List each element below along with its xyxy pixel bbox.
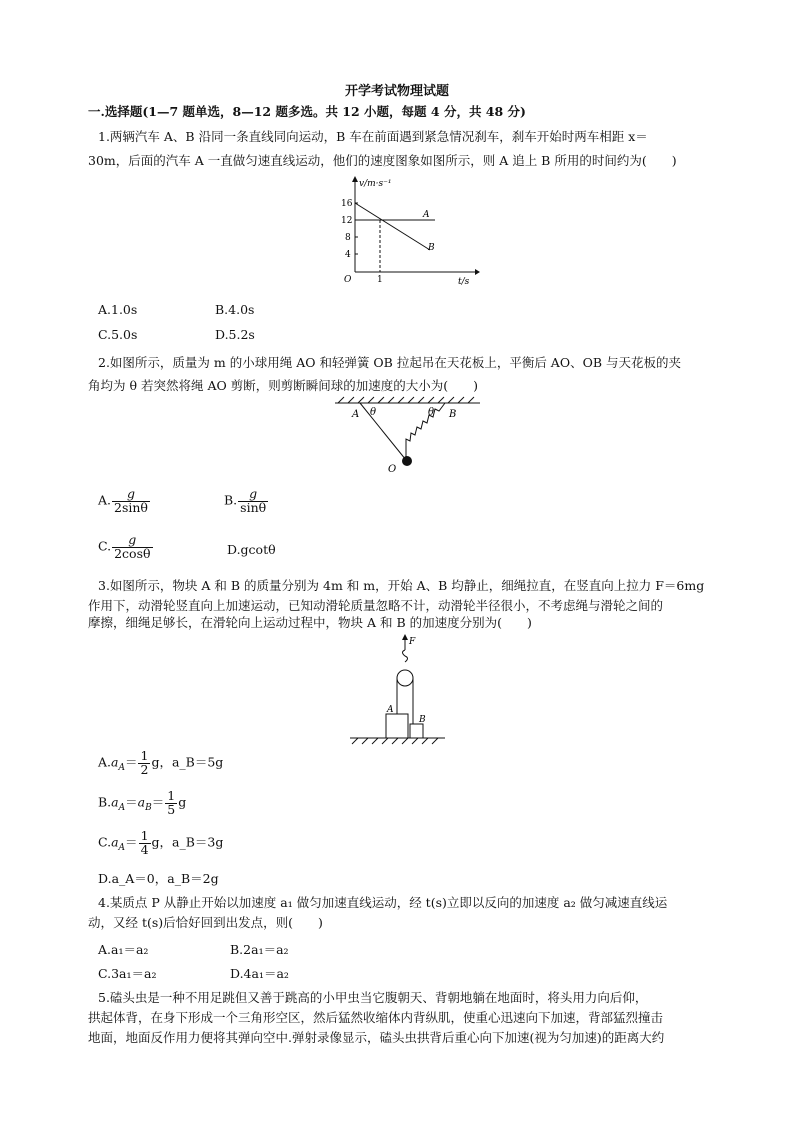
q1-option-b: B.4.0s: [215, 302, 255, 317]
q2-option-b: B. $\frac{g}{\sin\theta}$: [224, 486, 267, 515]
q3-option-b: $B.a_A=a_B=$ $\frac{1}{5}$ g: [98, 788, 187, 817]
q1-ytick: 12: [341, 216, 353, 226]
q4-option-c: C.3a₁＝a₂: [98, 966, 157, 981]
section-heading: 一.选择题(1—7 题单选，8—12 题多选。共 12 小题，每题 4 分，共 48 分): [88, 104, 526, 119]
q3-line1: 3.如图所示，物块 A 和 B 的质量分别为 4m 和 m，开始 A、B 均静止，细绳拉直，在竖直向上拉力 F＝6mg: [98, 578, 705, 593]
q2-theta-right: θ: [428, 407, 435, 418]
q1-ytick: 4: [345, 250, 351, 260]
q3-option-a: $A.a_A=$ $\frac{1}{2}$ g，a_B＝5g: [98, 748, 224, 777]
q4-option-d: D.4a₁＝a₂: [230, 966, 289, 981]
q2-option-a: A. $\frac{g}{2\sin\theta}$: [98, 486, 148, 515]
q3-label-B: B: [419, 715, 426, 725]
q4-line1: 4.某质点 P 从静止开始以加速度 a₁ 做匀加速直线运动，经 t(s)立即以反向的加速度 a₂ 做匀减速直线运: [98, 895, 668, 910]
q2-option-d: D.gcotθ: [227, 542, 276, 557]
q2-line1: 2.如图所示，质量为 m 的小球用绳 AO 和轻弹簧 OB 拉起吊在天花板上，平衡后 AO、OB 与天花板的夹: [98, 355, 681, 370]
q1-xtick: 1: [377, 275, 383, 285]
q2-label-B: B: [449, 409, 457, 420]
q5-line3: 地面，地面反作用力便将其弹向空中.弹射录像显示，磕头虫拱背后重心向下加速(视为匀加速)的距离大约: [88, 1030, 665, 1045]
q2-label-O: O: [388, 464, 397, 475]
q4-option-b: B.2a₁＝a₂: [230, 942, 289, 957]
q2-label-A: A: [352, 409, 360, 420]
q3-line3: 摩擦，细绳足够长，在滑轮向上运动过程中，物块 A 和 B 的加速度分别为( ): [88, 615, 532, 630]
q1-option-a: A.1.0s: [98, 302, 138, 317]
q2-option-c: C. $\frac{g}{2\cos\theta}$: [98, 532, 151, 561]
q1-xlabel: t/s: [458, 277, 470, 287]
q1-line-B: [355, 203, 430, 250]
q3-label-A: A: [387, 705, 394, 715]
q1-line1: 1.两辆汽车 A、B 沿同一条直线同向运动，B 车在前面遇到紧急情况刹车，刹车开始时两车相距 x＝: [98, 129, 648, 144]
q1-ytick: 16: [341, 199, 353, 209]
q1-option-c: C.5.0s: [98, 327, 138, 342]
q2-spring-OB: [406, 403, 445, 460]
q4-option-a: A.a₁＝a₂: [98, 942, 149, 957]
q1-ylabel: v/m·s⁻¹: [359, 179, 392, 189]
q3-hook: [403, 650, 408, 662]
q1-label-A: A: [423, 210, 430, 220]
q5-line1: 5.磕头虫是一种不用足跳但又善于跳高的小甲虫当它腹朝天、背朝地躺在地面时，将头用力向后仰，: [98, 990, 648, 1005]
q4-line2: 动，又经 t(s)后恰好回到出发点，则( ): [88, 915, 323, 930]
q2-ball: [402, 456, 412, 466]
q3-block-B: [410, 724, 423, 738]
q1-label-B: B: [428, 243, 435, 253]
q3-pulley: [397, 670, 413, 686]
q1-origin: O: [344, 275, 352, 285]
q2-rope-AO: [360, 403, 406, 460]
q2-spring-figure: [335, 393, 485, 475]
q1-line2: 30m，后面的汽车 A 一直做匀速直线运动，他们的速度图象如图所示，则 A 追上 B 所用的时间约为( ): [88, 153, 677, 168]
q1-velocity-graph: [330, 172, 480, 287]
q3-pulley-figure: [350, 632, 450, 747]
q1-option-d: D.5.2s: [215, 327, 255, 342]
q3-line2: 作用下，动滑轮竖直向上加速运动，已知动滑轮质量忽略不计，动滑轮半径很小，不考虑绳与滑轮之间的: [88, 598, 664, 613]
q2-theta-left: θ: [370, 407, 377, 418]
q2-line2: 角均为 θ 若突然将绳 AO 剪断，则剪断瞬间球的加速度的大小为( ): [88, 378, 478, 393]
q5-line2: 拱起体背，在身下形成一个三角形空区，然后猛然收缩体内背纵肌，使重心迅速向下加速，背部猛烈撞击: [88, 1010, 664, 1025]
q1-ytick: 8: [345, 233, 351, 243]
q3-block-A: [386, 714, 408, 738]
q3-option-d: D.a_A＝0，a_B＝2g: [98, 871, 219, 886]
q3-label-F: F: [409, 637, 416, 647]
page-title: 开学考试物理试题: [344, 84, 449, 99]
q3-option-c: $C.a_A=$ $\frac{1}{4}$ g，a_B＝3g: [98, 828, 224, 857]
